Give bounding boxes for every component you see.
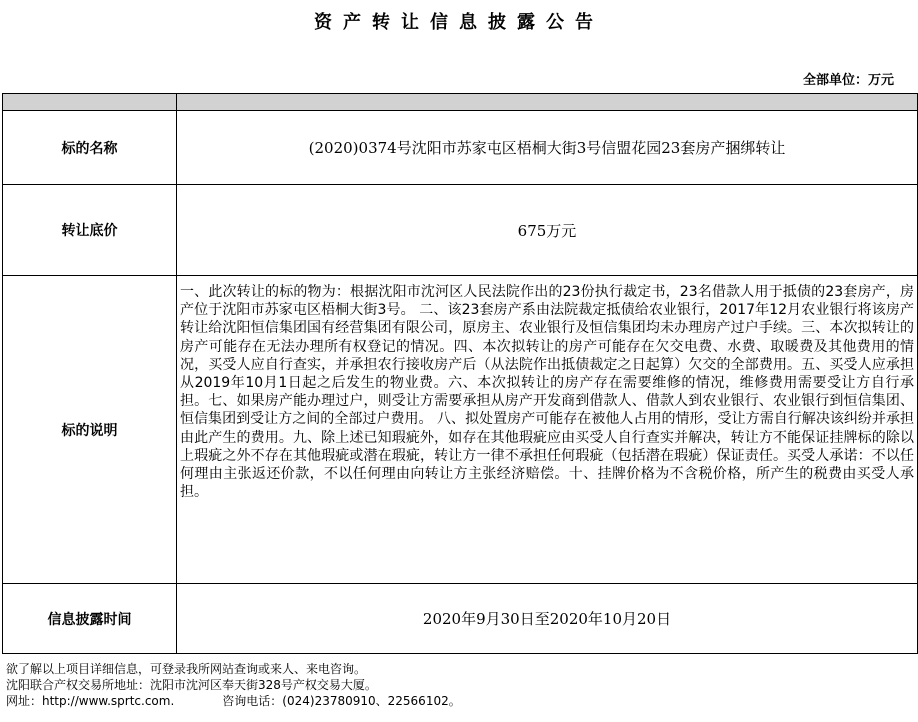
- footer-line-contact: [6, 693, 461, 709]
- subject-name-value: (2020)0374号沈阳市苏家屯区梧桐大街3号信盟花园23套房产捆绑转让: [177, 111, 918, 185]
- description-value: 一、此次转让的标的物为：根据沈阳市沈河区人民法院作出的23份执行裁定书，23名借款人用于抵债的23套房产，房产位于沈阳市苏家屯区梧桐大街3号。 二、该23套房产系由法院裁定抵债给农业银行，2017年12月农业银行将该房产转让给沈阳恒信集团国有经营集团有限公司，原房主、农业银行及恒信集团均未办理房产过户手续。三、本次拟转让的房产可能存在无法办理所有权登记的情况。四、本次拟转让的房产可能存在欠交电费、水费、取暖费及其他费用的情况，买受人应自行查实，并承担农行接收房产后（从法院作出抵债裁定之日起算）欠交的全部费用。五、买受人应承担从2019年10月1日起之后发生的物业费。六、本次拟转让的房产存在需要维修的情况，维修费用需要受让方自行承担。七、如果房产能办理过户，则受让方需要承担从房产开发商到借款人、借款人到农业银行、农业银行到恒信集团、恒信集团到受让方之间的全部过户费用。 八、拟处置房产可能存在被他人占用的情形，受让方需自行解决该纠纷并承担由此产生的费用。九、除上述已知瑕疵外，如存在其他瑕疵应由买受人自行查实并解决，转让方不能保证挂牌标的除以上瑕疵之外不存在其他瑕疵或潜在瑕疵，转让方一律不承担任何瑕疵（包括潜在瑕疵）保证责任。买受人承诺：不以任何理由主张返还价款，不以任何理由向转让方主张经济赔偿。十、挂牌价格为不含税价格，所产生的税费由买受人承担。: [177, 276, 918, 584]
- table-row-subject-name: [3, 111, 918, 185]
- table-row-disclosure-time: [3, 584, 918, 654]
- table-header-cell-right: [177, 94, 918, 111]
- disclosure-time-label: 信息披露时间: [3, 584, 177, 654]
- page-title: 资产转让信息披露公告: [314, 12, 604, 33]
- table-row-description: [3, 276, 918, 584]
- reserve-price-value: 675万元: [177, 185, 918, 276]
- footer-phone: 咨询电话：(024)23780910、22566102。: [222, 694, 461, 708]
- footer-website: 网址：http://www.sprtc.com.: [6, 694, 175, 708]
- disclosure-time-value: 2020年9月30日至2020年10月20日: [177, 584, 918, 654]
- footer-line-inquiry: 欲了解以上项目详细信息，可登录我所网站查询或来人、来电咨询。: [6, 662, 367, 676]
- description-label: 标的说明: [3, 276, 177, 584]
- table-row-reserve-price: [3, 185, 918, 276]
- table-header-row: [3, 94, 918, 111]
- footer-notes: [6, 661, 461, 709]
- footer-line-address: 沈阳联合产权交易所地址：沈阳市沈河区奉天街328号产权交易大厦。: [6, 678, 377, 692]
- unit-note: 全部单位：万元: [802, 73, 894, 88]
- table-header-cell-left: [3, 94, 177, 111]
- reserve-price-label: 转让底价: [3, 185, 177, 276]
- disclosure-table: [2, 93, 918, 654]
- subject-name-label: 标的名称: [3, 111, 177, 185]
